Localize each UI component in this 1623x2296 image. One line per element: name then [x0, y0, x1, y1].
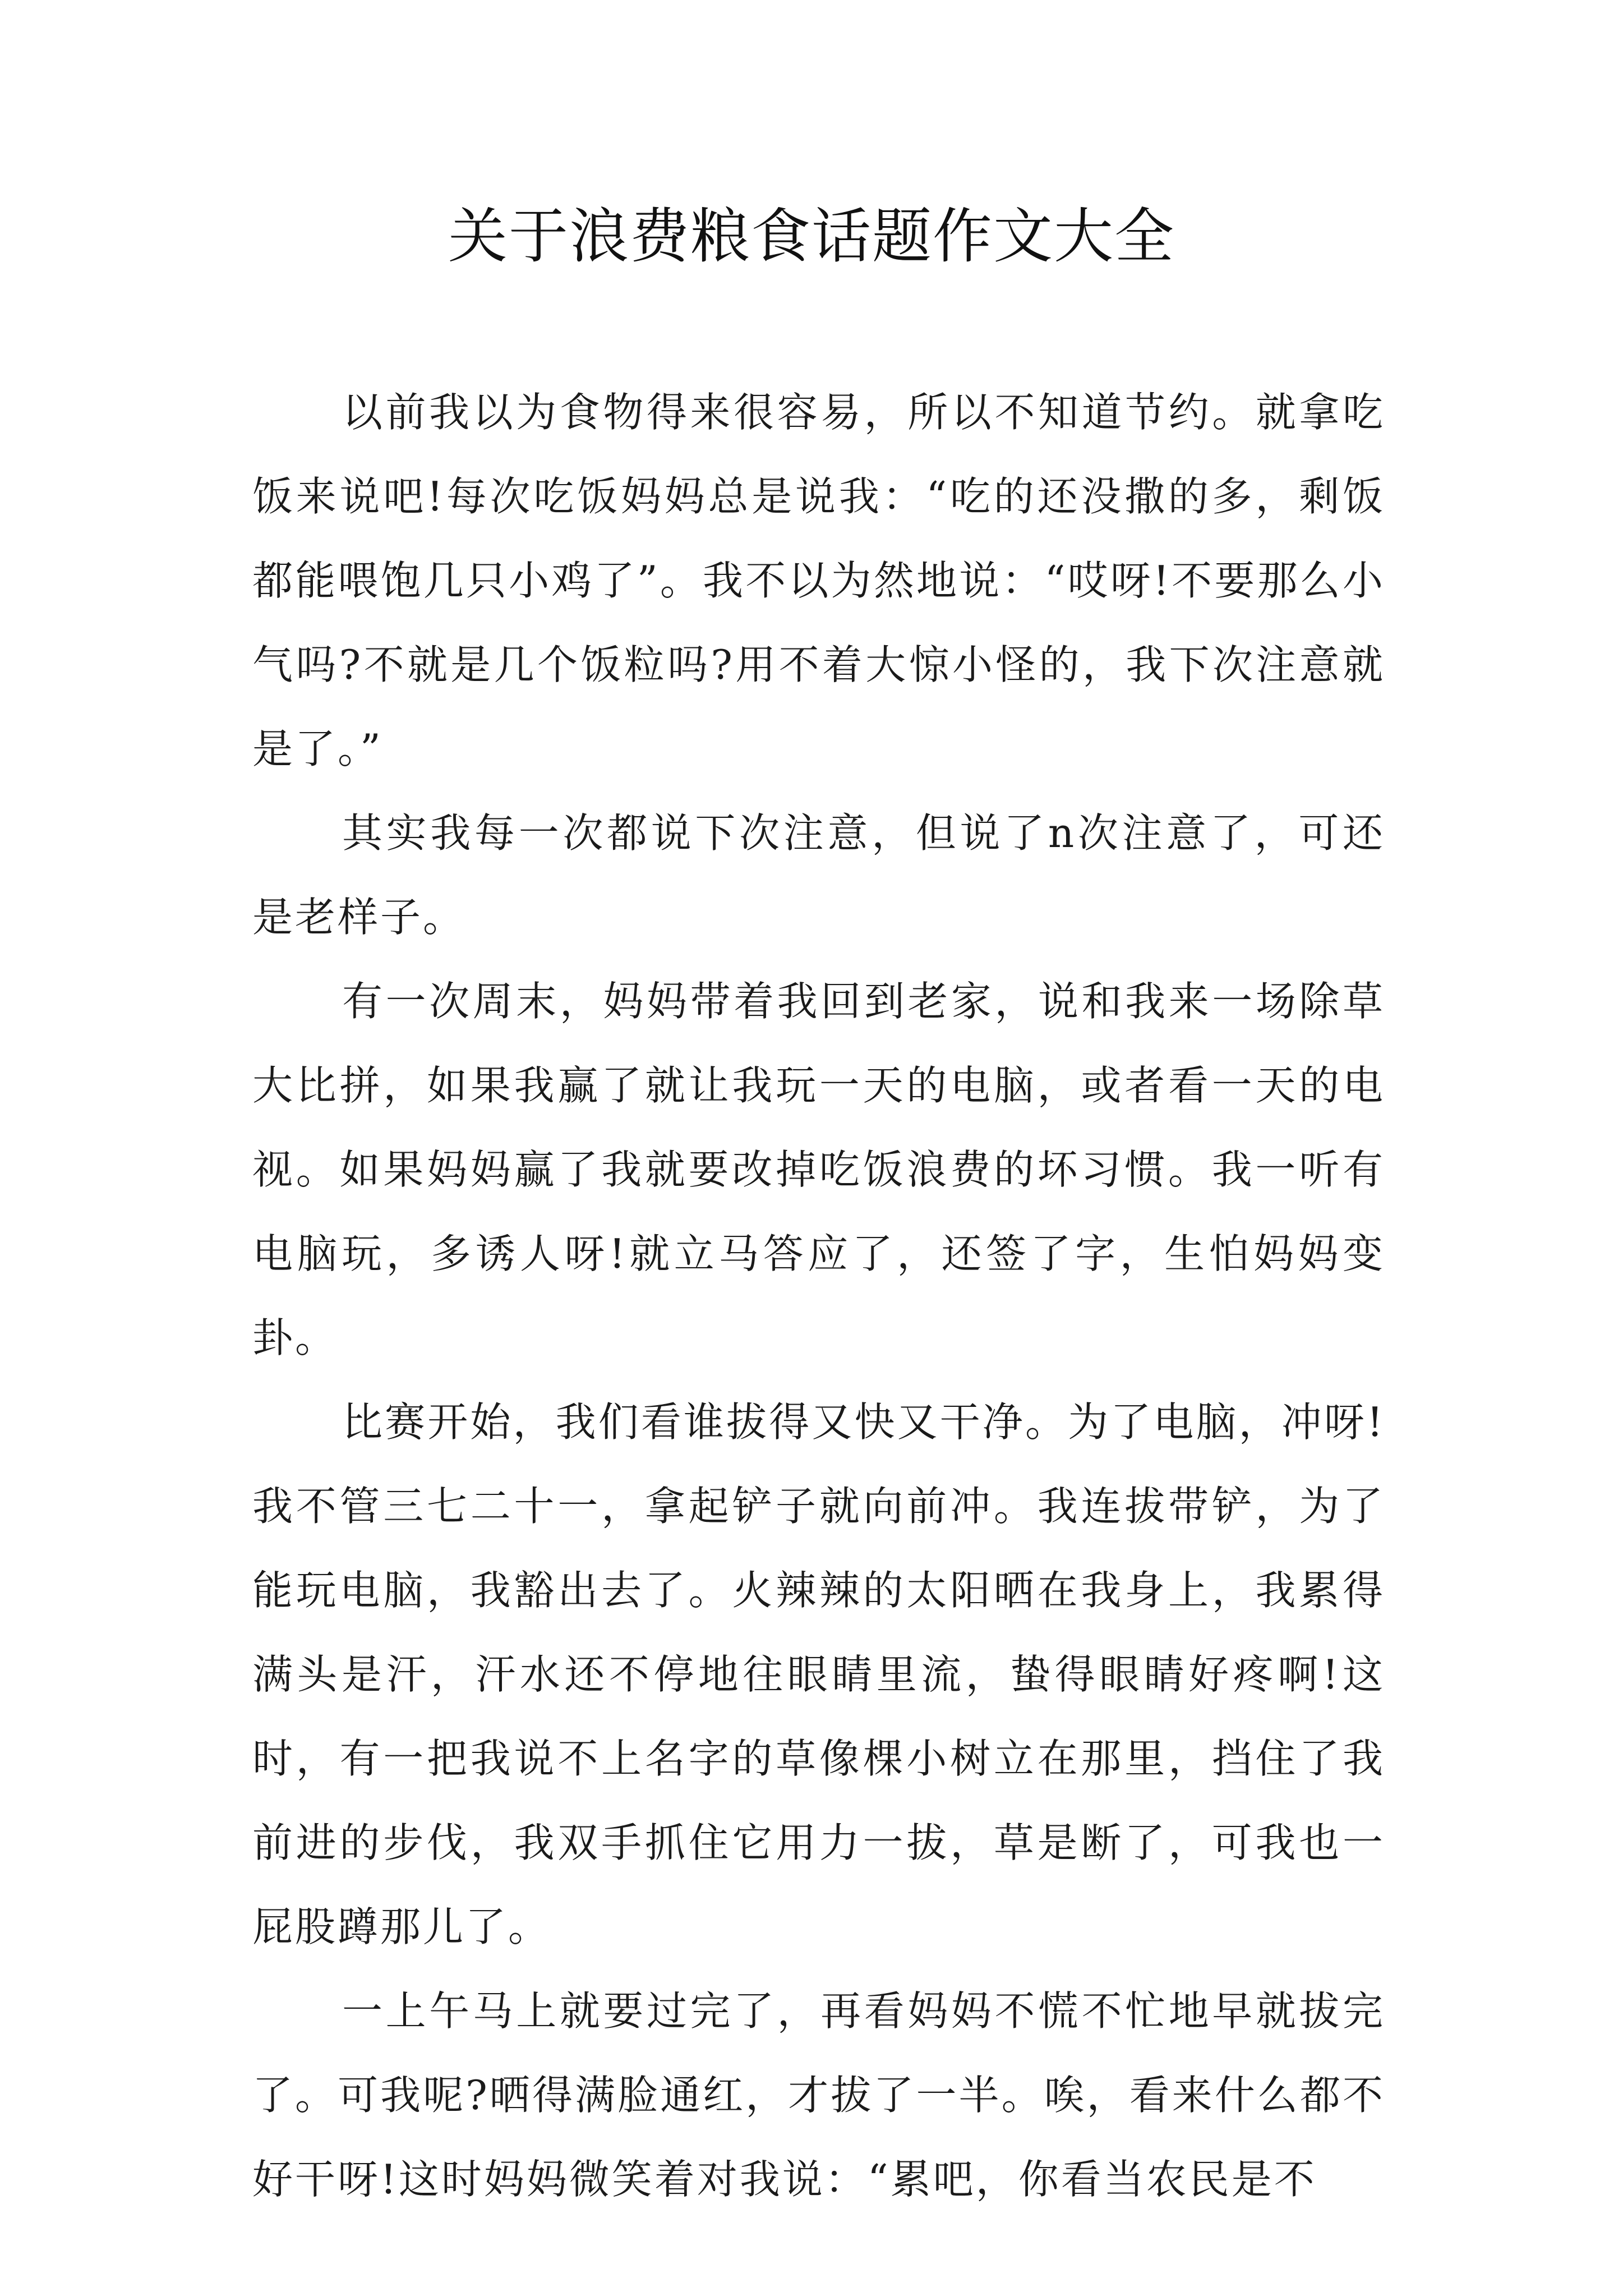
document-body: [252, 370, 1385, 2221]
paragraph: 以前我以为食物得来很容易，所以不知道节约。就拿吃饭来说吧!每次吃饭妈妈总是说我：“吃的还没撒的多，剩饭都能喂饱几只小鸡了”。我不以为然地说：“哎呀!不要那么小气吗?不就是几个饭粒吗?用不着大惊小怪的，我下次注意就是了。”: [252, 389, 1385, 772]
paragraph: 有一次周末，妈妈带着我回到老家，说和我来一场除草大比拼，如果我赢了就让我玩一天的电脑，或者看一天的电视。如果妈妈赢了我就要改掉吃饭浪费的坏习惯。我一听有电脑玩，多诱人呀!就立马答应了，还签了字，生怕妈妈变卦。: [252, 978, 1385, 1361]
paragraph: 一上午马上就要过完了，再看妈妈不慌不忙地早就拔完了。可我呢?晒得满脸通红，才拔了一半。唉，看来什么都不好干呀!这时妈妈微笑着对我说：“累吧，你看当农民是不: [252, 1987, 1385, 2203]
paragraph: 比赛开始，我们看谁拔得又快又干净。为了电脑，冲呀!我不管三七二十一，拿起铲子就向前冲。我连拔带铲，为了能玩电脑，我豁出去了。火辣辣的太阳晒在我身上，我累得满头是汗，汗水还不停地往眼睛里流，蛰得眼睛好疼啊!这时，有一把我说不上名字的草像棵小树立在那里，挡住了我前进的步伐，我双手抓住它用力一拔，草是断了，可我也一屁股蹲那儿了。: [252, 1398, 1385, 1950]
document-title: 关于浪费粮食话题作文大全: [448, 202, 1175, 271]
paragraph: 其实我每一次都说下次注意，但说了n次注意了，可还是老样子。: [252, 809, 1385, 941]
